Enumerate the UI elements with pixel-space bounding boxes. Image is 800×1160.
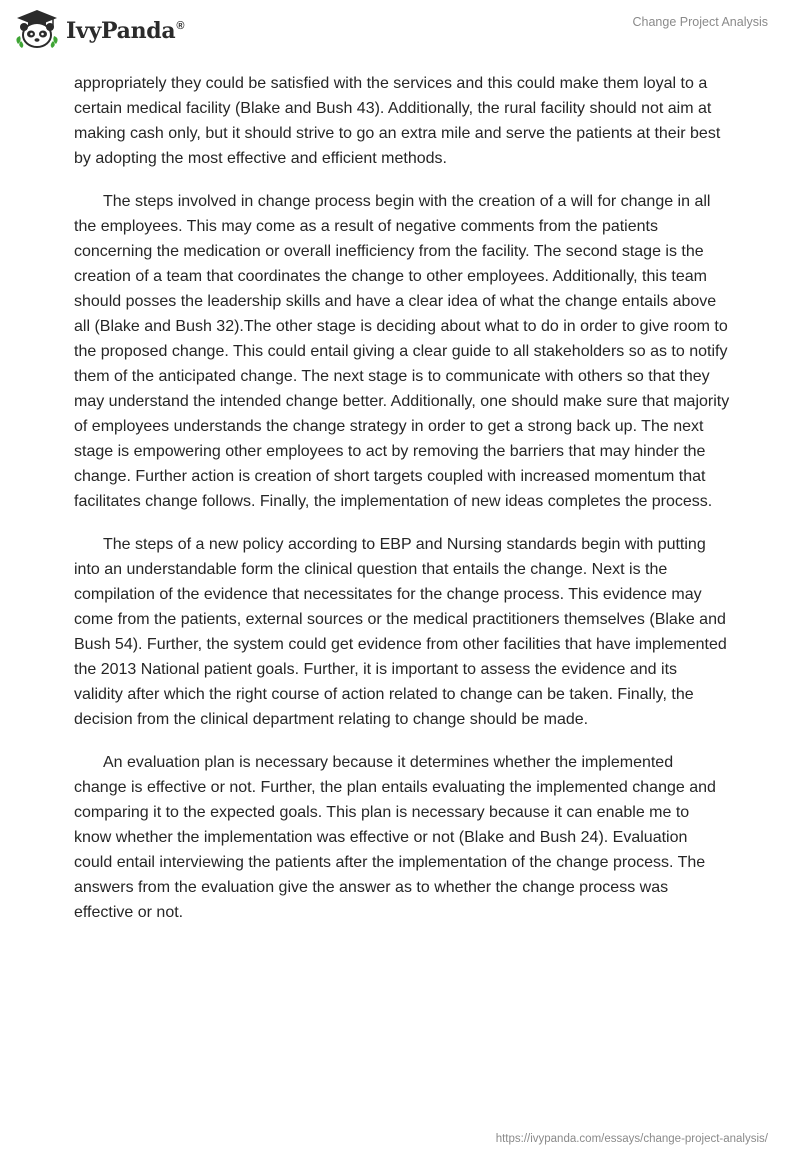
paragraph-3: The steps of a new policy according to EBP and Nursing standards begin with putting into an understandable form the clinical question that entails the change. Next is the compilation of the evidence that necessitates for the change process. This evidence may come from the patients, external sources or the medical practitioners themselves (Blake and Bush 54). Further, the system could get evidence from other facilities that have implemented the 2013 National patient goals. Further, it is important to assess the evidence and its validity after which the right course of action related to change can be taken. Finally, the decision from the clinical department relating to change should be made. — [74, 536, 727, 728]
document-title: Change Project Analysis — [632, 15, 768, 29]
brand-name: IvyPanda® — [66, 18, 185, 44]
panda-graduate-icon — [14, 8, 60, 50]
page-header — [0, 0, 800, 70]
registered-mark: ® — [176, 20, 185, 32]
paragraph-1: appropriately they could be satisfied with the services and this could make them loyal to a certain medical facility (Blake and Bush 43). Additionally, the rural facility should not aim at making cash only, but it should strive to go an extra mile and serve the patients at their best by adopting the most effective and efficient methods. — [74, 75, 721, 167]
ivypanda-logo[interactable] — [14, 8, 184, 50]
paragraph-2: The steps involved in change process begin with the creation of a will for change in all the employees. This may come as a result of negative comments from the patients concerning the medication or overall inefficiency from the facility. The second stage is the creation of a team that coordinates the change to other employees. Additionally, this team should posses the leadership skills and have a clear idea of what the change entails above all (Blake and Bush 32).The other stage is deciding about what to do in order to give room to the proposed change. This could entail giving a clear guide to all stakeholders so as to notify them of the anticipated change. The next stage is to communicate with others so that they may understand the intended change better. Additionally, one should make sure that majority of employees understands the change strategy in order to get a strong back up. The next stage is empowering other employees to act by removing the barriers that may hinder the change. Further action is creation of short targets coupled with increased momentum that facilitates change follows. Finally, the implementation of new ideas completes the process. — [74, 193, 730, 510]
source-url[interactable]: https://ivypanda.com/essays/change-project-analysis/ — [495, 1133, 768, 1145]
essay-body — [74, 71, 730, 943]
paragraph-4: An evaluation plan is necessary because it determines whether the implemented change is effective or not. Further, the plan entails evaluating the implemented change and comparing it to the expected goals. This plan is necessary because it can enable me to know whether the implementation was effective or not (Blake and Bush 24). Evaluation could entail interviewing the patients after the implementation of the change process. The answers from the evaluation give the answer as to whether the change process was effective or not. — [74, 754, 716, 921]
